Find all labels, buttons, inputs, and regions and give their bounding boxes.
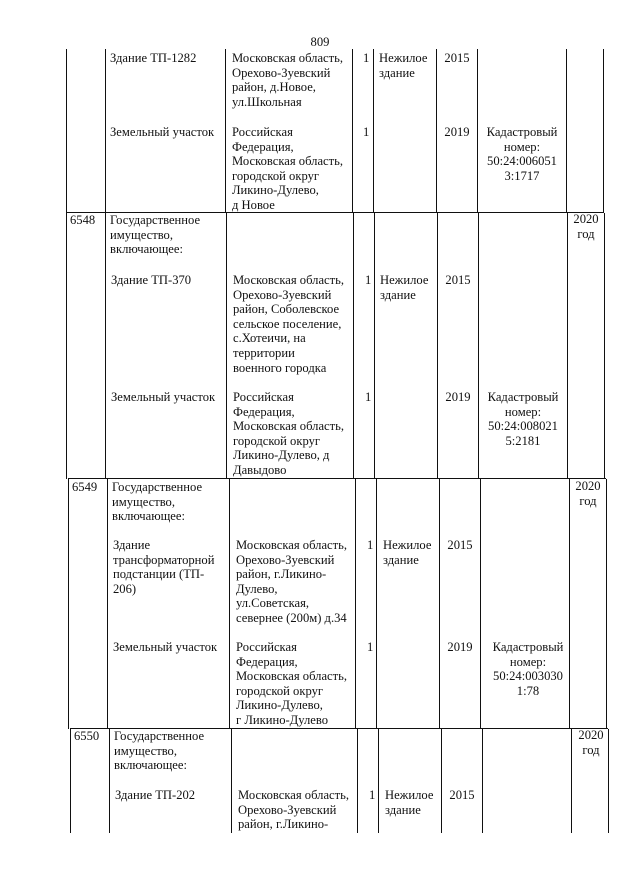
table-column-rule: [352, 49, 353, 213]
table-cell-name: включающее:: [112, 509, 185, 524]
table-column-rule: [105, 213, 106, 479]
table-cell-note: номер:: [504, 404, 542, 419]
table-cell-note: номер:: [503, 139, 541, 154]
table-column-rule: [480, 479, 481, 729]
table-cell-note: Кадастровый: [487, 390, 559, 404]
table-column-rule: [109, 729, 110, 833]
table-column-rule: [571, 729, 572, 833]
table-cell-name: Земельный участок: [111, 390, 216, 404]
table-cell-note: 50:24:008021: [488, 419, 558, 434]
table-cell-date: 2020: [575, 479, 601, 493]
table-cell-quantity: 1: [363, 125, 370, 139]
table-cell-date: 2020: [573, 212, 599, 226]
table-column-rule: [105, 49, 106, 213]
table-cell-date: год: [577, 226, 595, 241]
table-cell-year: 2015: [445, 273, 471, 287]
table-cell-quantity: 1: [369, 788, 376, 802]
table-cell-address: территории: [233, 346, 295, 360]
table-cell-name: включающее:: [114, 758, 187, 773]
table-cell-type: Нежилое: [379, 51, 428, 65]
table-column-rule: [66, 213, 67, 479]
table-cell-address: район, г.Ликино-: [236, 567, 327, 582]
table-cell-address: Российская: [233, 390, 294, 404]
table-cell-note: Кадастровый: [492, 640, 564, 654]
table-cell-address: Московская область,: [232, 154, 344, 169]
table-cell-type: Нежилое: [380, 273, 429, 287]
table-cell-name: Государственное: [114, 729, 205, 743]
table-column-rule: [606, 479, 607, 729]
table-column-rule: [482, 729, 483, 833]
table-cell-name: Земельный участок: [110, 125, 215, 139]
table-cell-name: включающее:: [110, 242, 183, 257]
table-cell-note: 5:2181: [505, 433, 541, 448]
table-cell-type: здание: [379, 65, 415, 80]
table-cell-address: сельское поселение,: [233, 316, 342, 331]
table-cell-quantity: 1: [367, 640, 374, 654]
table-cell-year: 2019: [444, 125, 470, 139]
table-cell-name: Здание ТП-1282: [110, 51, 197, 65]
table-column-rule: [374, 213, 375, 479]
table-column-rule: [441, 729, 442, 833]
table-cell-number: 6548: [70, 213, 96, 227]
table-cell-number: 6550: [74, 729, 100, 743]
table-cell-name: Земельный участок: [113, 640, 218, 654]
table-cell-note: 50:24:006051: [487, 154, 557, 169]
table-cell-address: Федерация,: [236, 654, 298, 669]
table-cell-address: городской округ: [236, 683, 324, 698]
table-cell-number: 6549: [72, 480, 98, 494]
table-column-rule: [226, 213, 227, 479]
table-cell-note: 3:1717: [504, 168, 540, 183]
table-cell-address: Федерация,: [232, 139, 294, 154]
table-cell-name: трансформаторной: [113, 552, 215, 567]
table-column-rule: [231, 729, 232, 833]
table-cell-note: 1:78: [516, 683, 540, 698]
table-cell-address: Московская область,: [236, 669, 348, 684]
table-cell-address: Российская: [232, 125, 293, 139]
table-column-rule: [376, 479, 377, 729]
table-cell-address: военного городка: [233, 360, 327, 375]
table-cell-address: городской округ: [233, 433, 321, 448]
table-cell-year: 2019: [447, 640, 473, 654]
table-cell-address: Российская: [236, 640, 297, 654]
table-cell-type: Нежилое: [385, 788, 434, 802]
table-cell-address: севернее (200м) д.34: [236, 611, 347, 625]
table-column-rule: [567, 213, 568, 479]
table-cell-address: Орехово-Зуевский: [238, 802, 337, 817]
table-cell-address: ул.Советская,: [236, 596, 310, 611]
table-cell-address: Орехово-Зуевский: [236, 552, 335, 567]
table-column-rule: [225, 49, 226, 213]
page-number: 809: [310, 35, 330, 49]
table-cell-note: номер:: [509, 654, 547, 669]
table-cell-address: Ликино-Дулево, д: [233, 448, 330, 463]
table-cell-quantity: 1: [365, 273, 372, 287]
table-cell-address: Московская область,: [236, 538, 348, 552]
table-cell-quantity: 1: [363, 51, 370, 65]
table-column-rule: [603, 49, 604, 213]
table-column-rule: [66, 49, 67, 213]
table-cell-address: д Новое: [232, 198, 275, 212]
table-cell-date: год: [579, 493, 597, 508]
table-cell-address: Орехово-Зуевский: [233, 287, 332, 302]
table-cell-address: Федерация,: [233, 404, 295, 419]
table-column-rule: [355, 479, 356, 729]
table-column-rule: [373, 49, 374, 213]
table-cell-name: Здание: [113, 538, 151, 552]
table-cell-note: Кадастровый: [486, 125, 558, 139]
table-cell-name: 206): [113, 581, 137, 596]
table-cell-address: Орехово-Зуевский: [232, 65, 331, 80]
table-column-rule: [604, 213, 605, 479]
table-cell-year: 2015: [444, 51, 470, 65]
table-column-rule: [566, 49, 567, 213]
table-cell-name: имущество,: [112, 494, 176, 509]
table-cell-address: Московская область,: [233, 419, 345, 434]
table-cell-address: Ликино-Дулево,: [232, 183, 319, 198]
table-cell-year: 2015: [447, 538, 473, 552]
table-cell-name: имущество,: [114, 743, 178, 758]
table-cell-name: Государственное: [110, 213, 201, 227]
table-cell-type: здание: [385, 802, 421, 817]
table-cell-name: Здание ТП-370: [111, 273, 192, 287]
table-column-rule: [107, 479, 108, 729]
table-cell-name: подстанции (ТП-: [113, 567, 205, 582]
table-cell-name: Государственное: [112, 480, 203, 494]
table-cell-address: с.Хотеичи, на: [233, 331, 306, 346]
table-cell-name: имущество,: [110, 227, 174, 242]
table-column-rule: [357, 729, 358, 833]
table-cell-address: Дулево,: [236, 581, 278, 596]
table-cell-address: район, Соболевское: [233, 302, 340, 317]
table-column-rule: [439, 479, 440, 729]
table-cell-type: Нежилое: [383, 538, 432, 552]
table-column-rule: [378, 729, 379, 833]
table-cell-year: 2015: [449, 788, 475, 802]
table-column-rule: [353, 213, 354, 479]
table-cell-address: ул.Школьная: [232, 94, 302, 109]
table-cell-note: 50:24:003030: [493, 669, 563, 684]
table-row-rule: [68, 478, 606, 479]
table-cell-address: г Ликино-Дулево: [236, 713, 329, 727]
table-cell-year: 2019: [445, 390, 471, 404]
table-cell-address: район, г.Ликино-: [238, 817, 329, 832]
table-cell-address: Московская область,: [238, 788, 350, 802]
table-column-rule: [70, 729, 71, 833]
table-cell-date: год: [582, 742, 600, 757]
table-column-rule: [68, 479, 69, 729]
table-cell-address: Давыдово: [233, 463, 287, 477]
table-column-rule: [229, 479, 230, 729]
table-column-rule: [437, 213, 438, 479]
table-cell-quantity: 1: [367, 538, 374, 552]
table-cell-address: район, д.Новое,: [232, 80, 316, 95]
table-cell-address: городской округ: [232, 168, 320, 183]
table-cell-type: здание: [383, 552, 419, 567]
table-cell-address: Ликино-Дулево,: [236, 698, 323, 713]
table-cell-date: 2020: [578, 728, 604, 742]
table-cell-address: Московская область,: [233, 273, 345, 287]
table-cell-address: Московская область,: [232, 51, 344, 65]
table-cell-quantity: 1: [365, 390, 372, 404]
table-cell-type: здание: [380, 287, 416, 302]
table-cell-name: Здание ТП-202: [115, 788, 196, 802]
